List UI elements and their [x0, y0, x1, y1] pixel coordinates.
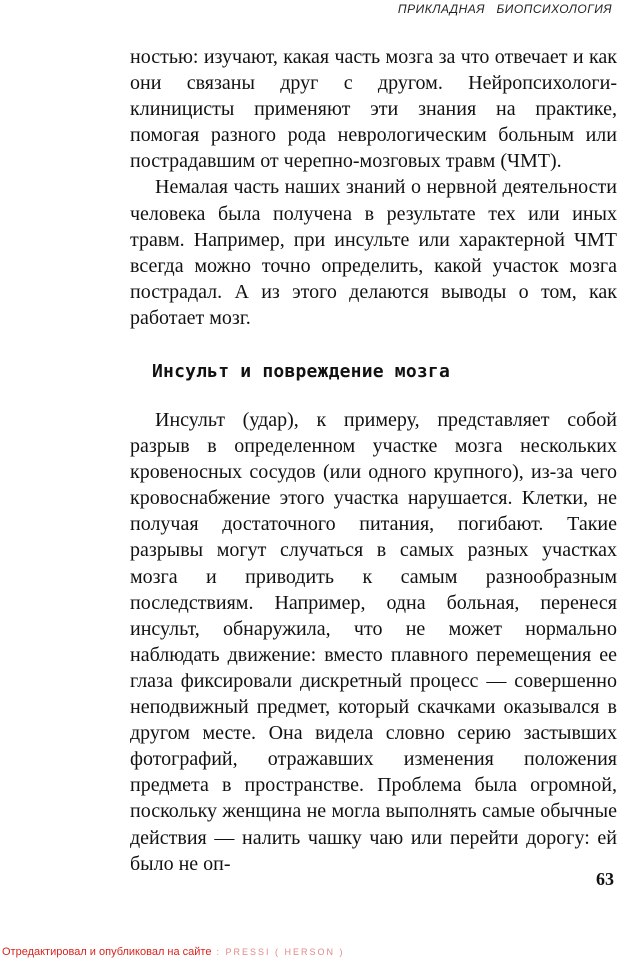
paragraph: ностью: изучают, какая часть мозга за что отвечает и как они связаны друг с другом. Нейропсихологи-клиницисты применяют эти знания на практике, помогая разного рода неврологическим больным или пострадавшим от черепно-мозговых травм (ЧМТ).: [130, 46, 617, 173]
page-number: 63: [596, 869, 614, 889]
paragraph: Немалая часть наших знаний о нервной деятельности человека была получена в результате тех или иных травм. Например, при инсульте или характерной ЧМТ всегда можно точно определить, какой участок мозга пострадал. А из этого делаются выводы о том, как работает мозг.: [130, 176, 617, 329]
credit-text: Отредактировал и опубликовал на сайте: [2, 946, 212, 958]
running-header: ПРИКЛАДНАЯ БИОПСИХОЛОГИЯ: [397, 2, 612, 16]
body-text-top: [130, 44, 617, 331]
section-heading: Инсульт и повреждение мозга: [152, 361, 450, 382]
credit-site-link[interactable]: : PRESSI ( HERSON ): [216, 947, 345, 957]
paragraph: Инсульт (удар), к примеру, представляет собой разрыв в определенном участке мозга нескольких кровеносных сосудов (или одного крупного), из-за чего кровоснабжение этого участка нарушается. Клетки, не получая достаточного питания, погибают. Такие разрывы могут случаться в самых разных участках мозга и приводить к самым разнообразным последствиям. Например, одна больная, перенеся инсульт, обнаружила, что не может нормально наблюдать движение: вместо плавного перемещения ее глаза фиксировали дискретный процесс — совершенно неподвижный предмет, который скачками оказывался в другом месте. Она видела словно серию застывших фотографий, отражавших изменения положения предмета в пространстве. Проблема была огромной, поскольку женщина не могла выполнять самые обычные действия — налить чашку чаю или перейти дорогу: ей было не оп-: [130, 409, 617, 875]
body-text-bottom: [130, 407, 617, 877]
publisher-credit: [2, 946, 345, 958]
